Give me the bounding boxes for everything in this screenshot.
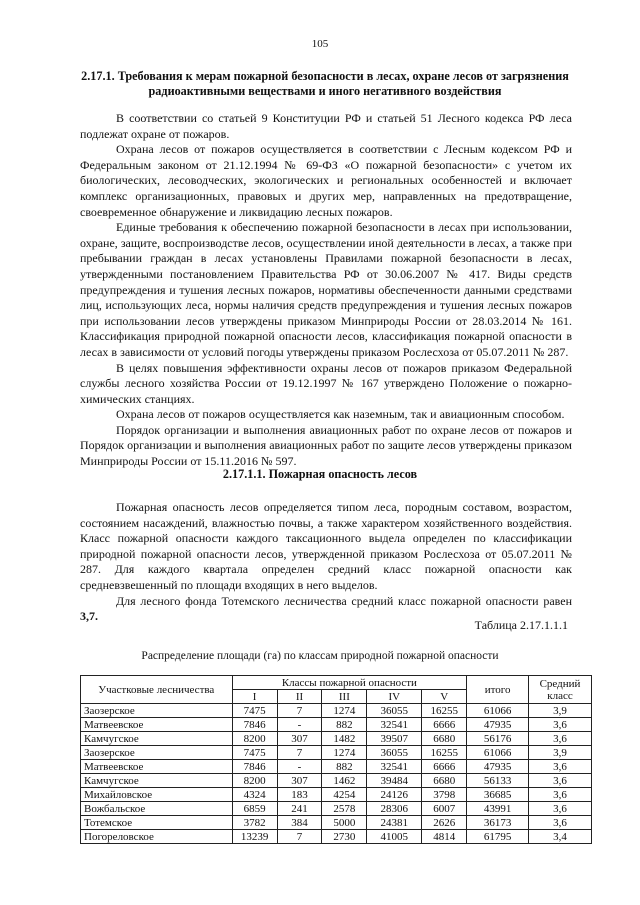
- cell-c1: 6859: [232, 802, 277, 816]
- cell-c2: 307: [277, 774, 322, 788]
- cell-c1: 7846: [232, 718, 277, 732]
- cell-c3: 882: [322, 760, 367, 774]
- cell-c5: 16255: [422, 704, 467, 718]
- cell-c3: 4254: [322, 788, 367, 802]
- cell-c5: 6666: [422, 718, 467, 732]
- cell-avg: 3,6: [529, 774, 592, 788]
- header-class: V: [422, 690, 467, 704]
- cell-c1: 8200: [232, 732, 277, 746]
- cell-c1: 7475: [232, 704, 277, 718]
- cell-c1: 3782: [232, 816, 277, 830]
- cell-total: 56176: [467, 732, 529, 746]
- cell-c5: 16255: [422, 746, 467, 760]
- header-class: III: [322, 690, 367, 704]
- table-row: [81, 704, 592, 718]
- cell-c4: 24381: [367, 816, 422, 830]
- cell-total: 36173: [467, 816, 529, 830]
- cell-c4: 36055: [367, 746, 422, 760]
- paragraph: Охрана лесов от пожаров осуществляется в соответствии с Лесным кодексом РФ и Федеральным законом от 21.12.1994 № 69-ФЗ «О пожарной безопасности» с учетом их биологических, лесоводческих, экологических и региональных особенностей и включает комплекс организационных, правовых и других мер, направленных на предотвращение, своевременное обнаружение и ликвидацию лесных пожаров.: [80, 142, 572, 219]
- cell-c1: 4324: [232, 788, 277, 802]
- table-row: [81, 816, 592, 830]
- table-row: [81, 830, 592, 844]
- table-row: [81, 788, 592, 802]
- table-caption: Распределение площади (га) по классам природной пожарной опасности: [141, 650, 499, 662]
- cell-c3: 882: [322, 718, 367, 732]
- cell-total: 36685: [467, 788, 529, 802]
- header-class: IV: [367, 690, 422, 704]
- cell-c5: 6007: [422, 802, 467, 816]
- cell-c4: 28306: [367, 802, 422, 816]
- cell-c5: 3798: [422, 788, 467, 802]
- paragraph: Порядок организации и выполнения авиационных работ по охране лесов от пожаров и Порядок организации и выполнения авиационных работ по защите лесов утверждены приказом Минприроды России от 15.11.2016 № 597.: [80, 422, 572, 469]
- table-header-row: [81, 676, 592, 690]
- cell-avg: 3,6: [529, 760, 592, 774]
- cell-forestry-name: Заозерское: [81, 746, 233, 760]
- fire-danger-table: [80, 675, 592, 844]
- table-row: [81, 774, 592, 788]
- cell-c3: 1462: [322, 774, 367, 788]
- cell-total: 47935: [467, 760, 529, 774]
- table-body: [81, 704, 592, 844]
- table-row: [81, 760, 592, 774]
- cell-total: 61066: [467, 746, 529, 760]
- cell-avg: 3,6: [529, 788, 592, 802]
- cell-c3: 5000: [322, 816, 367, 830]
- header-classes-group: Классы пожарной опасности: [232, 676, 467, 690]
- paragraph: Пожарная опасность лесов определяется типом леса, породным составом, возрастом, состоянием насаждений, влажностью почвы, а также характером хозяйственного воздействия. Класс пожарной опасности каждого таксационного выдела определен по классификации природной пожарной опасности лесов, утвержденной приказом Рослесхоза от 05.07.2011 № 287. Для каждого квартала определен средний класс пожарной опасности как средневзвешенный по площади входящих в него выделов.: [80, 500, 572, 592]
- cell-c1: 7475: [232, 746, 277, 760]
- cell-c4: 32541: [367, 718, 422, 732]
- cell-avg: 3,6: [529, 802, 592, 816]
- cell-c1: 8200: [232, 774, 277, 788]
- cell-c2: -: [277, 718, 322, 732]
- paragraph: Единые требования к обеспечению пожарной безопасности в лесах при использовании, охране, защите, воспроизводстве лесов, осуществлении иной деятельности в лесах, а также при пребывании граждан в лесах установлены Правилами пожарной безопасности в лесах, утвержденными постановлением Правительства РФ от 30.06.2007 № 417. Виды средств предупреждения и тушения лесных пожаров, нормативы обеспеченности данными средствами лиц, использующих леса, нормы наличия средств предупреждения и тушения лесных пожаров при использовании лесов утверждены приказом Минприроды России от 28.03.2014 № 161. Классификация природной пожарной опасности лесов, классификация пожарной опасности в лесах в зависимости от условий погоды утверждены приказом Рослесхоза от 05.07.2011 № 287.: [80, 220, 572, 359]
- cell-c4: 32541: [367, 760, 422, 774]
- table-row: [81, 746, 592, 760]
- cell-forestry-name: Матвеевское: [81, 718, 233, 732]
- subsection-heading: 2.17.1.1. Пожарная опасность лесов: [222, 467, 418, 481]
- table-row: [81, 802, 592, 816]
- header-forestry: Участковые лесничества: [81, 676, 233, 704]
- paragraph: В целях повышения эффективности охраны лесов от пожаров приказом Федеральной службы лесного хозяйства России от 19.12.1997 № 167 утверждено Положение о пожарно-химических станциях.: [80, 360, 572, 406]
- header-average-class: Средний класс: [529, 676, 592, 704]
- cell-avg: 3,4: [529, 830, 592, 844]
- cell-avg: 3,9: [529, 746, 592, 760]
- cell-forestry-name: Матвеевское: [81, 760, 233, 774]
- cell-c2: 7: [277, 704, 322, 718]
- paragraph: Охрана лесов от пожаров осуществляется как наземным, так и авиационным способом.: [116, 407, 565, 422]
- cell-c5: 6680: [422, 732, 467, 746]
- cell-total: 56133: [467, 774, 529, 788]
- cell-c2: 183: [277, 788, 322, 802]
- average-class-value: 3,7.: [80, 609, 98, 624]
- cell-c2: 241: [277, 802, 322, 816]
- cell-c3: 2730: [322, 830, 367, 844]
- cell-c5: 2626: [422, 816, 467, 830]
- cell-c5: 6680: [422, 774, 467, 788]
- table-row: [81, 718, 592, 732]
- cell-avg: 3,9: [529, 704, 592, 718]
- table-row: [81, 732, 592, 746]
- cell-forestry-name: Тотемское: [81, 816, 233, 830]
- section-heading: 2.17.1. Требования к мерам пожарной безопасности в лесах, охране лесов от загрязнения радиоактивными веществами и иного негативного воздействия: [81, 69, 569, 98]
- cell-forestry-name: Погореловское: [81, 830, 233, 844]
- cell-c4: 39484: [367, 774, 422, 788]
- cell-c2: 307: [277, 732, 322, 746]
- cell-c2: 7: [277, 746, 322, 760]
- cell-c2: 7: [277, 830, 322, 844]
- cell-c3: 1274: [322, 746, 367, 760]
- header-class: II: [277, 690, 322, 704]
- cell-forestry-name: Камчугское: [81, 774, 233, 788]
- cell-avg: 3,6: [529, 732, 592, 746]
- cell-c3: 1274: [322, 704, 367, 718]
- cell-c4: 39507: [367, 732, 422, 746]
- cell-c5: 6666: [422, 760, 467, 774]
- cell-c1: 7846: [232, 760, 277, 774]
- cell-c3: 1482: [322, 732, 367, 746]
- cell-avg: 3,6: [529, 816, 592, 830]
- subsection-body: [80, 500, 572, 625]
- cell-total: 47935: [467, 718, 529, 732]
- cell-c5: 4814: [422, 830, 467, 844]
- cell-c2: 384: [277, 816, 322, 830]
- paragraph: В соответствии со статьей 9 Конституции РФ и статьей 51 Лесного кодекса РФ леса подлежат охране от пожаров.: [80, 111, 572, 141]
- cell-c3: 2578: [322, 802, 367, 816]
- cell-forestry-name: Камчугское: [81, 732, 233, 746]
- cell-forestry-name: Михайловское: [81, 788, 233, 802]
- cell-c4: 24126: [367, 788, 422, 802]
- cell-c2: -: [277, 760, 322, 774]
- cell-total: 61066: [467, 704, 529, 718]
- section-body: [80, 111, 572, 470]
- cell-forestry-name: Заозерское: [81, 704, 233, 718]
- cell-avg: 3,6: [529, 718, 592, 732]
- table-label: Таблица 2.17.1.1.1: [474, 618, 568, 632]
- cell-forestry-name: Вожбальское: [81, 802, 233, 816]
- average-class-text: Для лесного фонда Тотемского лесничества средний класс пожарной опасности равен: [116, 593, 572, 608]
- cell-total: 43991: [467, 802, 529, 816]
- header-class: I: [232, 690, 277, 704]
- page-number: 105: [311, 38, 329, 50]
- header-total: итого: [467, 676, 529, 704]
- cell-c1: 13239: [232, 830, 277, 844]
- cell-total: 61795: [467, 830, 529, 844]
- cell-c4: 36055: [367, 704, 422, 718]
- cell-c4: 41005: [367, 830, 422, 844]
